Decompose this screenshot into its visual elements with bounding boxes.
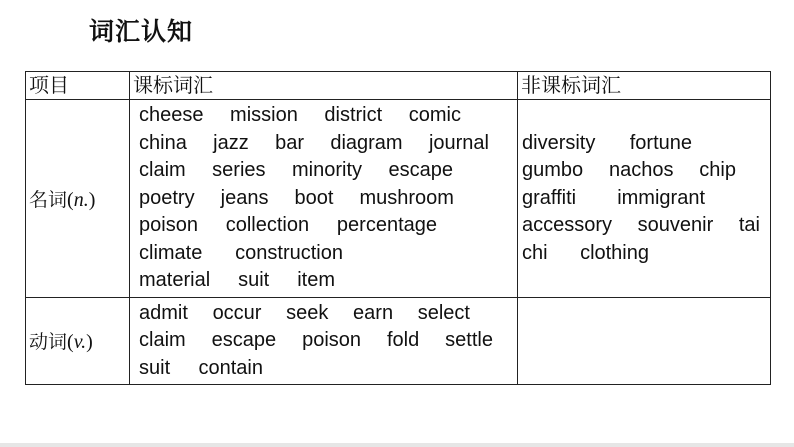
header-item: 项目 [26,72,130,100]
word: settle [445,329,493,351]
word: earn [353,301,394,324]
word: series [212,159,266,181]
word: fold [386,329,420,351]
word: journal [428,131,489,154]
word: claim [139,159,186,181]
word: mushroom [359,186,454,209]
word: clothing [580,241,649,264]
word: seek [286,301,329,324]
word: tai [738,214,760,236]
curriculum-nouns-cell [130,100,518,298]
page-title: 词汇认知 [89,17,194,46]
table-header-row [26,72,771,100]
word-line [522,130,692,158]
word-line [139,267,335,295]
word-line [139,300,470,328]
word: diagram [330,131,403,154]
row-label-pos: v. [73,331,87,354]
word-line [139,327,493,355]
word-line [139,212,437,240]
word: nachos [608,159,674,181]
word: mission [230,104,298,126]
word: occur [212,301,262,324]
word: immigrant [617,186,705,209]
word-line [522,185,705,213]
word-line [139,130,489,158]
non-curriculum-verbs-cell [518,297,771,385]
word-line [522,157,736,185]
word: chip [699,159,736,181]
word: item [297,269,335,291]
header-non-curriculum-words: 非课标词汇 [518,72,771,100]
word: contain [198,356,263,379]
table-row-verbs [26,297,771,385]
word: fortune [629,131,692,154]
word: percentage [336,214,437,236]
word-line [139,185,454,213]
word: poetry [139,186,195,209]
word: poison [302,329,362,351]
word: suit [238,269,270,291]
word: cheese [139,104,204,126]
row-label-pos: n. [73,188,89,211]
word: suit [139,356,171,379]
word: jeans [220,186,269,209]
word: collection [225,214,310,236]
header-curriculum-words: 课标词汇 [130,72,518,100]
word: comic [408,104,461,126]
word-line [139,157,453,185]
non-curriculum-nouns-cell [518,100,771,298]
vocabulary-table [25,71,771,385]
word: gumbo [522,159,584,181]
word: souvenir [637,214,714,236]
word: minority [292,159,363,181]
word: boot [294,186,334,209]
word-line [522,240,649,268]
word: climate [139,241,203,264]
bottom-edge [0,443,794,447]
word: claim [139,329,186,351]
word-line [522,212,760,240]
word: construction [235,241,343,264]
word-line [139,240,343,268]
word: poison [139,214,198,236]
row-label-zh: 名词 [29,188,68,211]
word: jazz [213,131,249,154]
word-line [139,102,461,130]
word: admit [139,301,188,324]
word: district [324,104,383,126]
word: escape [388,159,453,181]
word: material [139,269,211,291]
curriculum-verbs-cell [130,297,518,385]
word: china [139,131,187,154]
word: diversity [522,131,596,154]
word: accessory [522,214,613,236]
word: select [417,301,470,324]
word: chi [522,241,548,264]
word: bar [275,131,304,154]
row-label-zh: 动词 [29,331,68,354]
word: escape [211,329,277,351]
word-line [139,355,263,383]
row-label-verbs: 动词(v.) [26,297,130,385]
table-row-nouns [26,100,771,298]
row-label-nouns: 名词(n.) [26,100,130,298]
word: graffiti [522,186,577,209]
